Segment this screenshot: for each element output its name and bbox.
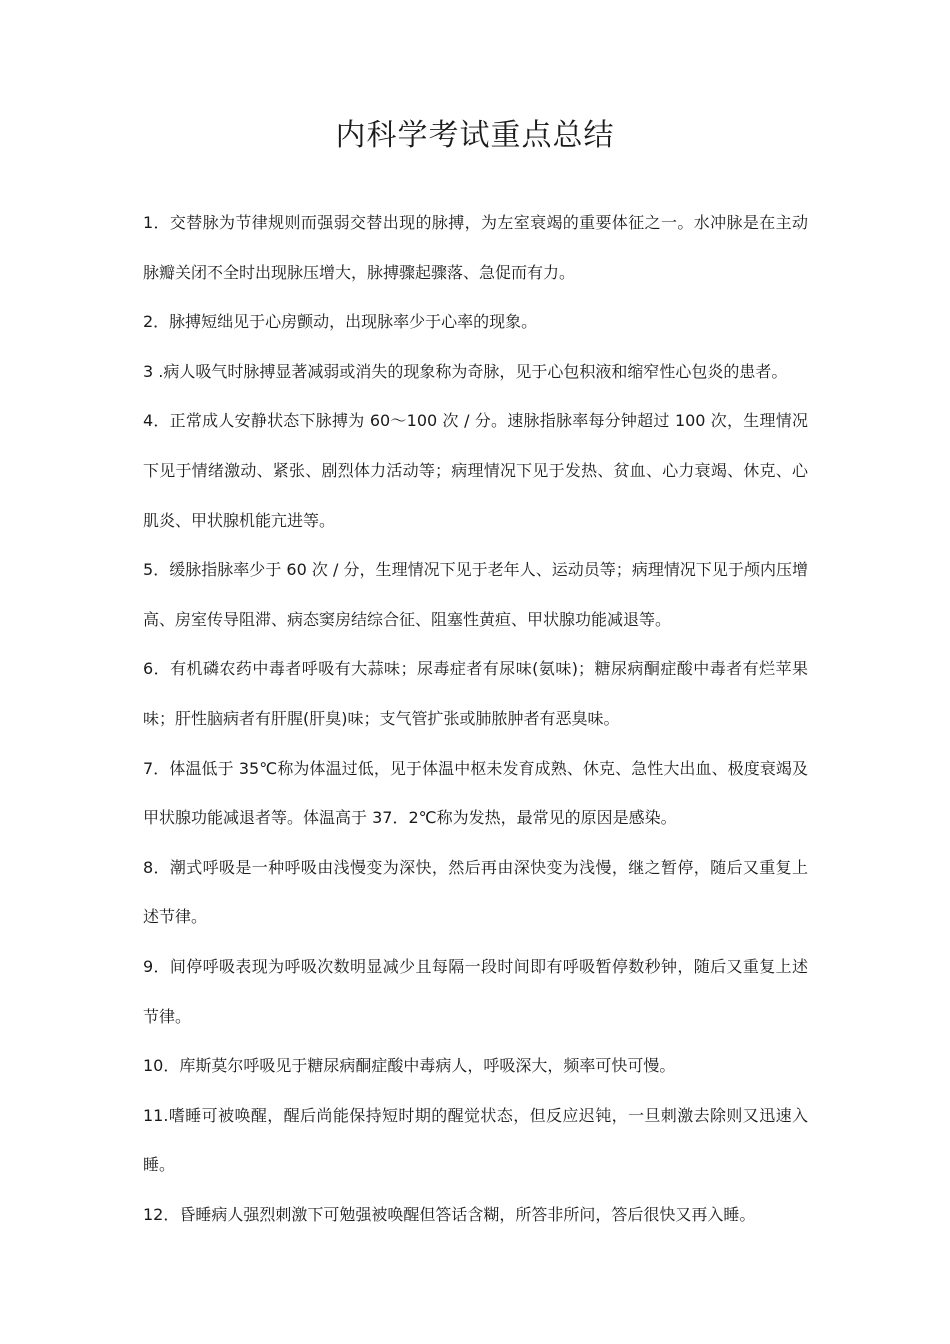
paragraph-8: 8．潮式呼吸是一种呼吸由浅慢变为深快，然后再由深快变为浅慢，继之暂停，随后又重复上述节律。 [143,857,808,927]
paragraph-2: 2．脉搏短绌见于心房颤动，出现脉率少于心率的现象。 [143,312,538,332]
paragraph-4: 4．正常成人安静状态下脉搏为 60～100 次 / 分。速脉指脉率每分钟超过 100 次，生理情况下见于情绪激动、紧张、剧烈体力活动等；病理情况下见于发热、贫血、心力衰竭、休克、心肌炎、甲状腺机能亢进等。 [143,411,808,530]
paragraph-5: 5．缓脉指脉率少于 60 次 / 分，生理情况下见于老年人、运动员等；病理情况下见于颅内压增高、房室传导阻滞、病态窦房结综合征、阻塞性黄疸、甲状腺功能减退等。 [143,560,808,629]
paragraph-3: 3 .病人吸气时脉搏显著减弱或消失的现象称为奇脉，见于心包积液和缩窄性心包炎的患者。 [143,361,788,381]
paragraph-9: 9．间停呼吸表现为呼吸次数明显减少且每隔一段时间即有呼吸暂停数秒钟，随后又重复上述节律。 [143,956,808,1026]
paragraph-7: 7．体温低于 35℃称为体温过低，见于体温中枢未发育成熟、休克、急性大出血、极度衰竭及甲状腺功能减退者等。体温高于 37．2℃称为发热，最常见的原因是感染。 [143,758,808,828]
paragraph-1: 1．交替脉为节律规则而强弱交替出现的脉搏，为左室衰竭的重要体征之一。水冲脉是在主动脉瓣关闭不全时出现脉压增大，脉搏骤起骤落、急促而有力。 [143,213,808,282]
document-body [143,198,808,1239]
paragraph-6: 6．有机磷农药中毒者呼吸有大蒜味；尿毒症者有尿味(氨味)；糖尿病酮症酸中毒者有烂苹果味；肝性脑病者有肝腥(肝臭)味；支气管扩张或肺脓肿者有恶臭味。 [143,659,808,728]
paragraph-12: 12．昏睡病人强烈刺激下可勉强被唤醒但答话含糊，所答非所问，答后很快又再入睡。 [143,1204,756,1224]
document-title: 内科学考试重点总结 [335,118,615,153]
paragraph-10: 10．库斯莫尔呼吸见于糖尿病酮症酸中毒病人，呼吸深大，频率可快可慢。 [143,1056,676,1076]
paragraph-11: 11.嗜睡可被唤醒，醒后尚能保持短时期的醒觉状态，但反应迟钝，一旦刺激去除则又迅速入睡。 [143,1105,808,1175]
